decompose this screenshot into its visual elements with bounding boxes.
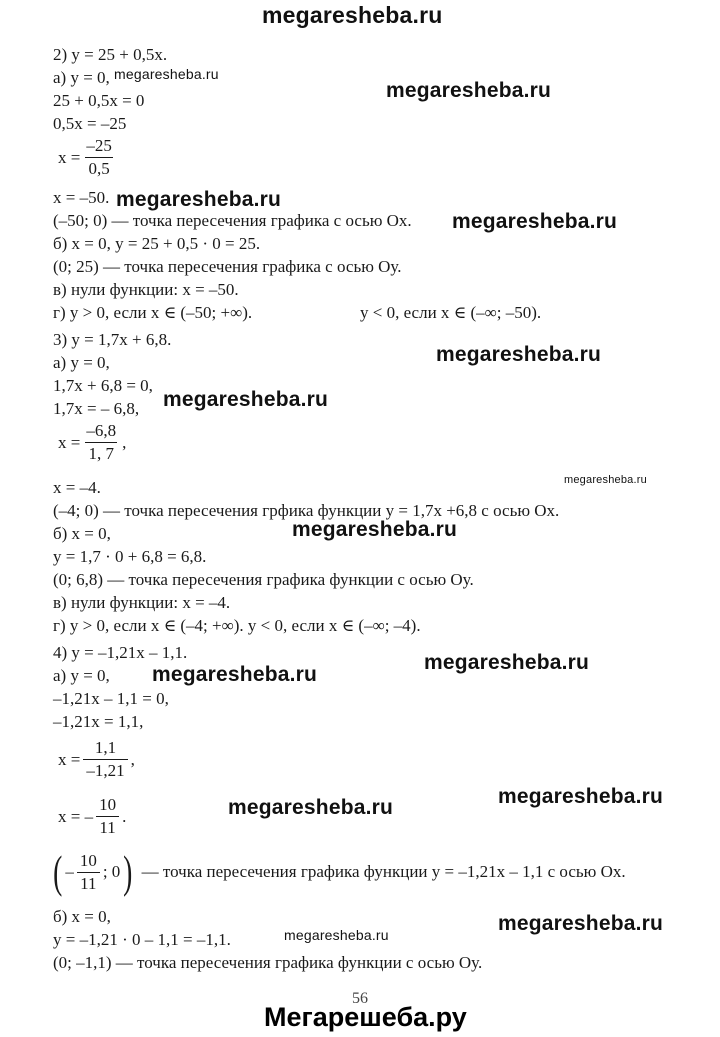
part2-v: в) нули функции: x = –50.	[53, 280, 239, 299]
part2-result: x = –50.	[53, 188, 110, 207]
part2-title: 2) y = 25 + 0,5x.	[53, 45, 168, 64]
fraction-numerator: 10	[99, 795, 117, 814]
watermark[interactable]: megaresheba.ru	[284, 927, 389, 943]
fraction-tail: ,	[130, 749, 135, 769]
watermark[interactable]: megaresheba.ru	[152, 663, 318, 686]
point-ox-text: — точка пересечения графика функции y = –1,21x – 1,1 с осью Ох.	[141, 862, 626, 881]
fraction-numerator: 1,1	[94, 738, 117, 757]
watermark[interactable]: megaresheba.ru	[386, 79, 552, 102]
fraction-denominator: 1, 7	[85, 442, 117, 465]
watermark[interactable]: megaresheba.ru	[498, 785, 664, 808]
header-watermark[interactable]: megaresheba.ru	[262, 2, 443, 28]
fraction-label: x =	[58, 147, 81, 167]
fraction-tail: ,	[122, 432, 127, 452]
part3-eq1: 1,7x + 6,8 = 0,	[53, 376, 153, 395]
fraction-numerator: 10	[79, 850, 97, 870]
part3-b-eq: y = 1,7 · 0 + 6,8 = 6,8.	[53, 547, 207, 566]
part3-eq2: 1,7x = – 6,8,	[53, 399, 140, 418]
part3-g: г) y > 0, если x ∈ (–4; +∞). y < 0, если x ∈ (–∞; –4).	[53, 616, 421, 635]
watermark[interactable]: megaresheba.ru	[452, 210, 618, 233]
part4-eq2: –1,21x = 1,1,	[53, 712, 144, 731]
part2-g2: y < 0, если x ∈ (–∞; –50).	[360, 303, 542, 322]
fraction-denominator: 11	[77, 872, 99, 895]
fraction-denominator: 11	[96, 816, 118, 839]
part4-b-eq: y = –1,21 · 0 – 1,1 = –1,1.	[53, 930, 231, 949]
watermark[interactable]: megaresheba.ru	[163, 388, 329, 411]
part2-eq1: 25 + 0,5x = 0	[53, 91, 145, 110]
left-paren: (	[53, 846, 63, 897]
point-minus: –	[65, 862, 74, 881]
part4-a: а) y = 0,	[53, 666, 110, 685]
watermark[interactable]: megaresheba.ru	[564, 474, 647, 486]
part3-result: x = –4.	[53, 478, 101, 497]
fraction-denominator: 0,5	[85, 157, 112, 180]
part3-a: а) y = 0,	[53, 353, 110, 372]
part2-eq2: 0,5x = –25	[53, 114, 127, 133]
point-tail: ; 0	[102, 862, 121, 881]
part3-b: б) x = 0,	[53, 524, 111, 543]
right-paren: )	[123, 846, 133, 897]
part2-g1: г) y > 0, если x ∈ (–50; +∞).	[53, 303, 253, 322]
part2-a: а) y = 0,	[53, 68, 110, 87]
part3-title: 3) y = 1,7x + 6,8.	[53, 330, 172, 349]
fraction-denominator: –1,21	[83, 759, 127, 782]
fraction-tail: .	[122, 806, 127, 826]
fraction-label: x =	[58, 432, 81, 452]
fraction-label: x =	[58, 749, 81, 769]
part2-b: б) x = 0, y = 25 + 0,5 · 0 = 25.	[53, 234, 261, 253]
part4-eq1: –1,21x – 1,1 = 0,	[53, 689, 169, 708]
fraction-numerator: –25	[86, 136, 112, 155]
watermark[interactable]: megaresheba.ru	[424, 651, 590, 674]
part2-fraction	[58, 135, 118, 180]
part3-v: в) нули функции: x = –4.	[53, 593, 231, 612]
watermark[interactable]: megaresheba.ru	[228, 796, 394, 819]
part2-point-ox: (–50; 0) — точка пересечения графика с осью Ох.	[53, 211, 412, 230]
part4-point-oy: (0; –1,1) — точка пересечения графика функции с осью Оу.	[53, 953, 483, 972]
watermark[interactable]: megaresheba.ru	[498, 912, 664, 935]
part4-fraction-1	[58, 737, 135, 782]
part2-point-oy: (0; 25) — точка пересечения графика с осью Оу.	[53, 257, 402, 276]
part3-point-ox: (–4; 0) — точка пересечения грфика функции y = 1,7x +6,8 с осью Ох.	[53, 501, 560, 520]
watermark[interactable]: megaresheba.ru	[114, 66, 219, 82]
fraction-label: x = –	[58, 806, 94, 826]
point-fraction	[74, 850, 103, 895]
part4-title: 4) y = –1,21x – 1,1.	[53, 643, 188, 662]
watermark[interactable]: megaresheba.ru	[436, 343, 602, 366]
watermark[interactable]: megaresheba.ru	[116, 188, 282, 211]
page-number: 56	[352, 990, 368, 1007]
part4-fraction-2	[58, 794, 126, 839]
fraction-numerator: –6,8	[86, 421, 117, 440]
part4-point-ox	[50, 847, 626, 897]
part3-fraction	[58, 420, 126, 465]
watermark[interactable]: megaresheba.ru	[292, 518, 458, 541]
footer-watermark[interactable]: Мегарешеба.ру	[264, 1002, 467, 1032]
part3-point-oy: (0; 6,8) — точка пересечения графика функции с осью Оу.	[53, 570, 474, 589]
part4-b: б) x = 0,	[53, 907, 111, 926]
